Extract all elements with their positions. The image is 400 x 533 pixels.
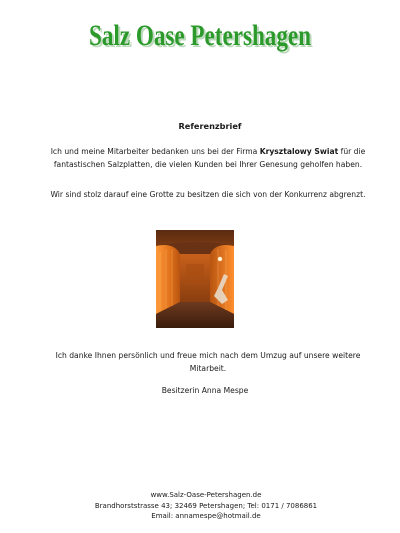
- paragraph-pride: Wir sind stolz darauf eine Grotte zu besitzen die sich von der Konkurrenz abgrenzt.: [50, 190, 366, 199]
- footer-address: Brandhorststrasse 43; 32469 Petershagen; Tel: 0171 / 7086861: [94, 501, 318, 510]
- salt-grotto-image: [156, 230, 234, 328]
- letter-title: Referenzbrief: [178, 121, 242, 131]
- signature: Besitzerin Anna Mespe: [161, 386, 249, 395]
- footer-website[interactable]: www.Salz-Oase-Petershagen.de: [150, 491, 262, 499]
- company-name: Krysztalowy Swiat: [259, 147, 339, 156]
- paragraph-thanks: [48, 146, 368, 171]
- salt-grotto-photo: [156, 230, 234, 328]
- paragraph-thanks-end: für die fantastischen Salzplatten, die vielen Kunden bei Ihrer Genesung geholfen haben.: [53, 147, 366, 169]
- paragraph-closing: Ich danke Ihnen persönlich und freue mich nach dem Umzug auf unsere weitere Mitarbeit.: [55, 351, 361, 373]
- footer-email[interactable]: Email: annamespe@hotmail.de: [151, 512, 261, 520]
- logo-wordart: [0, 12, 400, 58]
- logo-wordart-svg: [50, 12, 350, 58]
- logo-shadow: Salz Oase Petershagen: [91, 21, 314, 54]
- logo-text: Salz Oase Petershagen: [89, 19, 312, 52]
- footer: [0, 490, 400, 522]
- paragraph-thanks-start: Ich und meine Mitarbeiter bedanken uns bei der Firma: [50, 147, 260, 156]
